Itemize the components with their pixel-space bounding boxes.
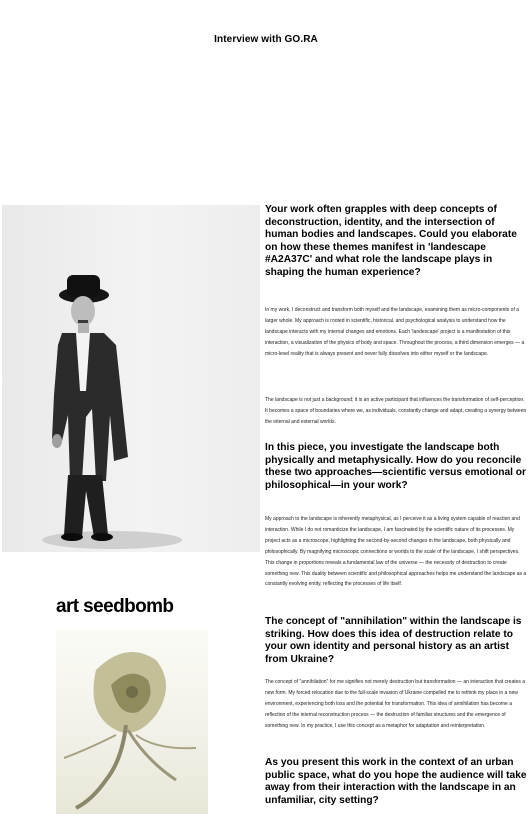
art-seedbomb-poster — [56, 596, 208, 814]
question-4: As you present this work in the context of an urban public space, what do you hope the audience will take away from their interaction with the landscape in an unfamiliar, city setting? — [265, 757, 527, 806]
page-title: Interview with GO.RA — [214, 34, 318, 45]
poster-title: art seedbomb — [56, 596, 174, 617]
answer-3: The concept of "annihilation" for me signifies not merely destruction but transformation — an interaction that creates a new form. My forced relocation due to the full-scale invasion of Ukraine compelled me to rethink my place in a new environment, experiencing both loss and the potential for transformation. This idea of annihilation has become a reflection of the internal reconstruction process — the destruction of familiar structures and the emergence of something new. In my practice, I use this concept as a metaphor for adaptation and reinterpretation. — [265, 679, 526, 729]
poster-artwork — [56, 630, 208, 814]
question-1: Your work often grapples with deep concepts of deconstruction, identity, and the intersection of human bodies and landscapes. Could you elaborate on how these themes manifest in 'landescape #A2A37C' and what role the landscape plays in shaping the human experience? — [265, 204, 517, 278]
answer-1-paragraph-1: In my work, I deconstruct and transform both myself and the landscape, examining them as micro-components of a larger whole. My approach is rooted in scientific, historical, and psychological analysis to understand how the landscape interacts with my internal changes and emotions. Each 'landescape' project is a manifestation of this interaction, a visualization of the physics of body and space. Throughout the process, a third dimension emerges — a micro-level reality that is always present and never fully dissolves into either myself or the landscape. — [265, 307, 525, 357]
answer-1-paragraph-2: The landscape is not just a background; it is an active participant that influences the transformation of self-perception. It becomes a space of boundaries where we, as individuals, constantly change and adapt, creating a synergy between the internal and external worlds. — [265, 397, 527, 425]
question-3: The concept of "annihilation" within the landscape is striking. How does this idea of destruction relate to your own identity and personal history as an artist from Ukraine? — [265, 616, 522, 665]
question-2: In this piece, you investigate the landscape both physically and metaphysically. How do you reconcile these two approaches—scientific versus emotional or philosophical—in your work? — [265, 442, 526, 491]
answer-2: My approach to the landscape is inherently metaphysical, as I perceive it as a living system capable of reaction and interaction. While I do not romanticize the landscape, I am fascinated by the scientific nature of its processes. My project acts as a microscope, highlighting the second-by-second changes in the landscape, both physically and philosophically. By magnifying microscopic connections or worlds to the scale of the landscape, I shift perspectives. This change in proportions reveals a fundamental law of the universe — the necessity of destruction to create something new. This duality between scientific and philosophical approaches helps me understand the landscape as a constantly evolving entity, reflecting the processes of life itself. — [265, 516, 527, 588]
artist-photo — [2, 205, 260, 552]
